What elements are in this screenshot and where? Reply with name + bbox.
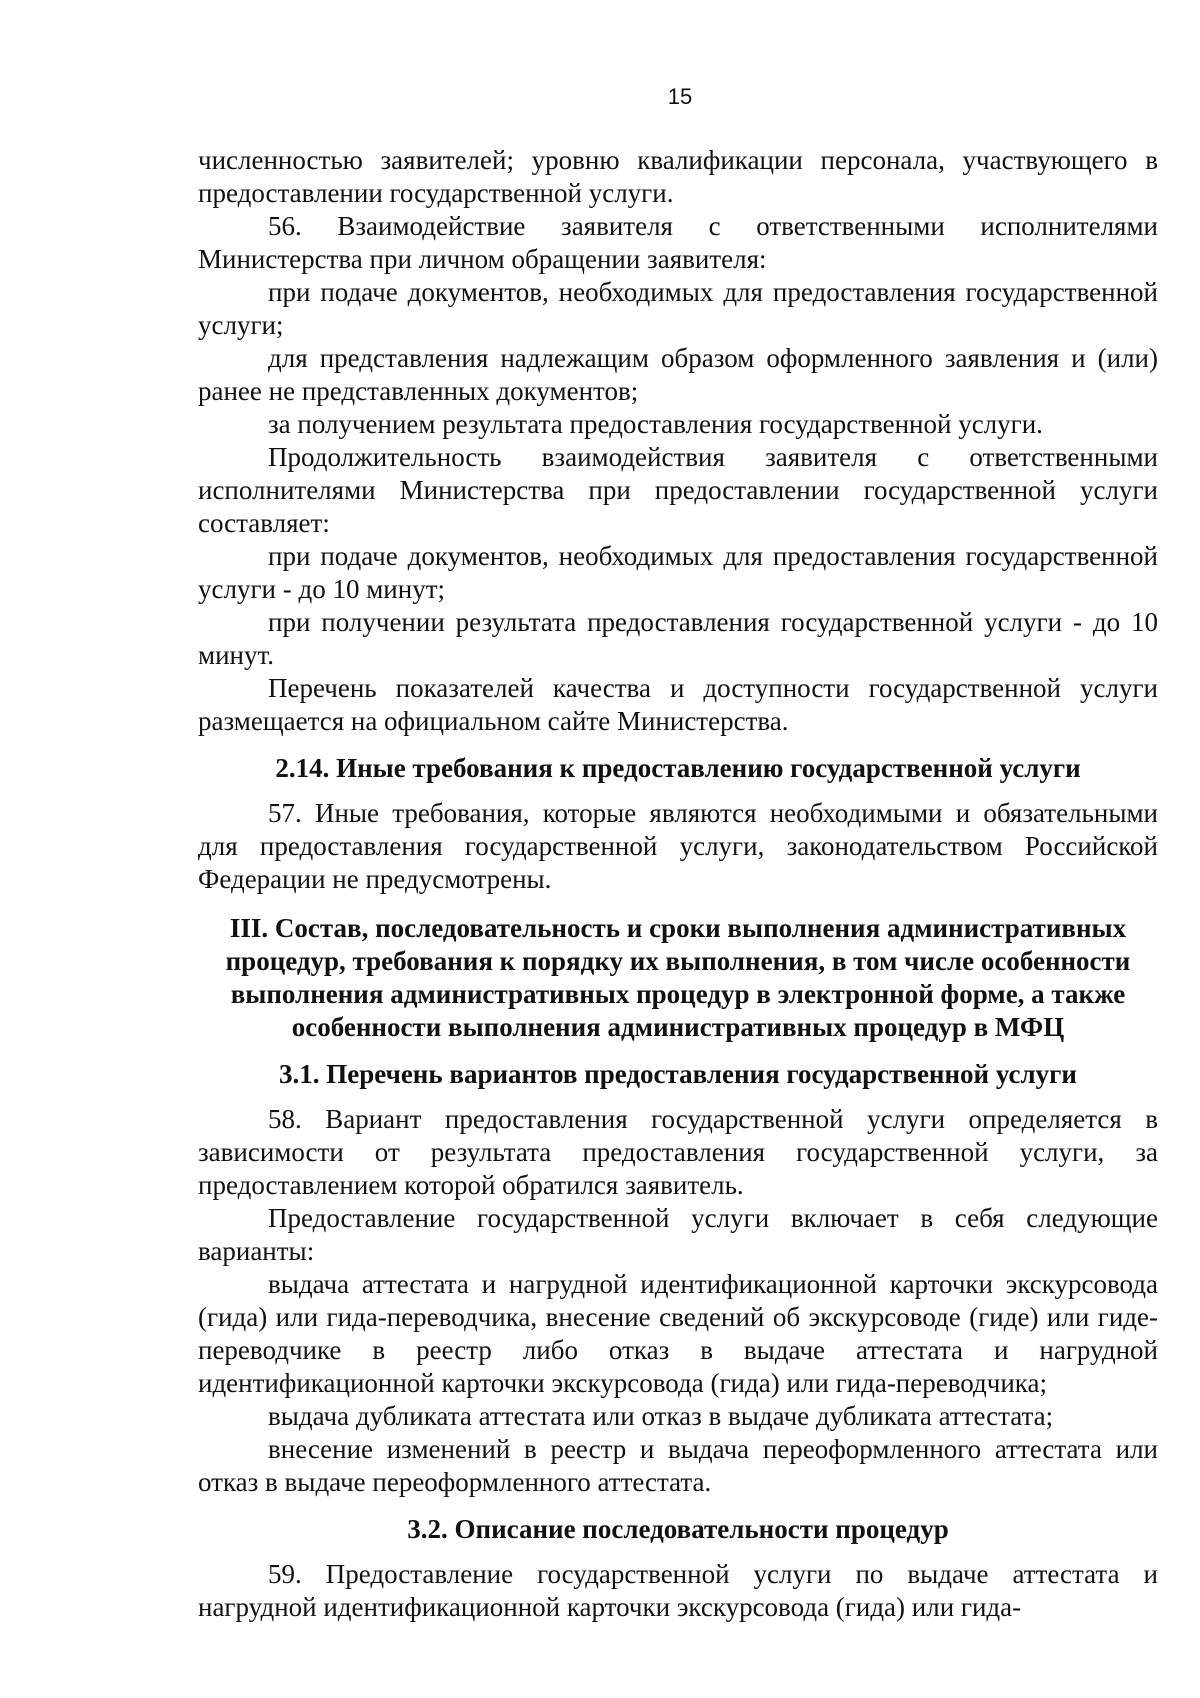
list-item-result: за получением результата предоставления государственной услуги. bbox=[268, 409, 1043, 439]
paragraph-56: 56. Взаимодействие заявителя с ответственными исполнителями Министерства при личном обращении заявителя: bbox=[198, 211, 1158, 274]
list-item-submission: при подаче документов, необходимых для предоставления государственной услуги; bbox=[198, 277, 1158, 340]
section-heading-2-14: 2.14. Иные требования к предоставлению государственной услуги bbox=[275, 753, 1081, 783]
list-item-variant-2: выдача дубликата аттестата или отказ в выдаче дубликата аттестата; bbox=[268, 1401, 1054, 1431]
paragraph-59: 59. Предоставление государственной услуги по выдаче аттестата и нагрудной идентификационной карточки экскурсовода (гида) или гида- bbox=[198, 1559, 1158, 1622]
list-item-variant-3: внесение изменений в реестр и выдача переоформленного аттестата или отказ в выдаче переоформленного аттестата. bbox=[198, 1434, 1158, 1497]
document-body bbox=[198, 144, 1158, 1624]
list-item-variant-1: выдача аттестата и нагрудной идентификационной карточки экскурсовода (гида) или гида-переводчика, внесение сведений об экскурсоводе (гиде) или гиде-переводчике в реестр либо отказ в выдаче аттестата и нагрудной идентификационной карточки экскурсовода (гида) или гида-переводчика; bbox=[198, 1269, 1158, 1398]
paragraph-58: 58. Вариант предоставления государственной услуги определяется в зависимости от результата предоставления государственной услуги, за предоставлением которой обратился заявитель. bbox=[198, 1104, 1158, 1200]
section-heading-3-1: 3.1. Перечень вариантов предоставления государственной услуги bbox=[279, 1059, 1077, 1089]
list-item-duration-submission: при подаче документов, необходимых для предоставления государственной услуги - до 10 минут; bbox=[198, 541, 1158, 604]
section-heading-3-2: 3.2. Описание последовательности процедур bbox=[407, 1514, 949, 1544]
paragraph-57: 57. Иные требования, которые являются необходимыми и обязательными для предоставления государственной услуги, законодательством Российской Федерации не предусмотрены. bbox=[198, 798, 1158, 894]
list-item-duration-result: при получении результата предоставления государственной услуги - до 10 минут. bbox=[198, 607, 1158, 670]
paragraph-variants: Предоставление государственной услуги включает в себя следующие варианты: bbox=[198, 1203, 1158, 1266]
chapter-heading-iii: III. Состав, последовательность и сроки выполнения административных процедур, требования к порядку их выполнения, в том числе особенности выполнения административных процедур в электронной форме, а также особенности выполнения административных процедур в МФЦ bbox=[225, 913, 1131, 1042]
page-number: 15 bbox=[667, 84, 693, 109]
paragraph-duration: Продолжительность взаимодействия заявителя с ответственными исполнителями Министерства при предоставлении государственной услуги составляет: bbox=[198, 442, 1158, 538]
list-item-representation: для представления надлежащим образом оформленного заявления и (или) ранее не представленных документов; bbox=[198, 343, 1158, 406]
paragraph-quality-indicators: Перечень показателей качества и доступности государственной услуги размещается на официальном сайте Министерства. bbox=[198, 673, 1158, 736]
paragraph-continuation: численностью заявителей; уровню квалификации персонала, участвующего в предоставлении государственной услуги. bbox=[198, 145, 1158, 208]
